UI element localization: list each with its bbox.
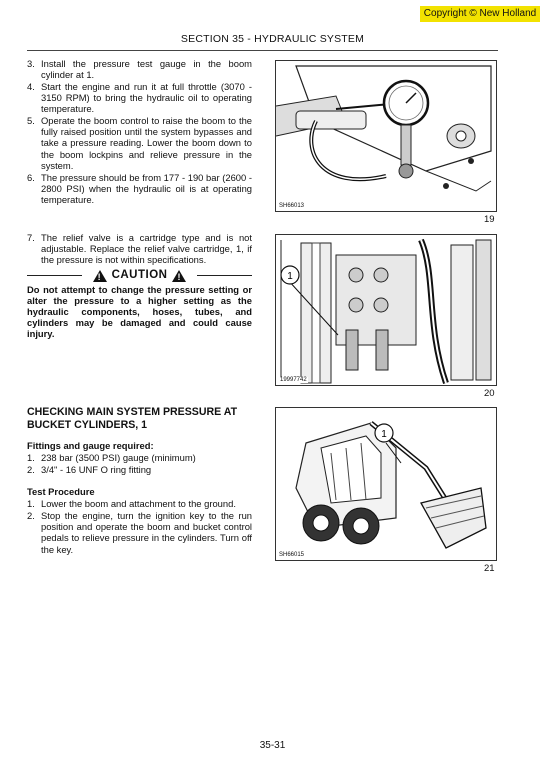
step-item: 7. The relief valve is a cartridge type and is not adjustable. Replace the relief valve cartridge, 1, if the pressure is not within specifications. <box>27 232 252 266</box>
procedure-item: 1. Lower the boom and attachment to the ground. <box>27 498 236 510</box>
steps-block-b <box>27 232 252 340</box>
step-item: 5. Operate the boom control to raise the boom to the fully raised position until the system bypasses and take a pressure reading. Lower the boom down to the boom lockpins and relieve pressure in the system. <box>27 115 252 171</box>
caution-heading <box>27 270 252 282</box>
figure-code: SH66015 <box>279 552 305 558</box>
figure-number: 20 <box>484 388 495 399</box>
caution-body: Do not attempt to change the pressure setting or alter the pressure to a higher setting as the hydraulic components, hoses, tubes, and cylinders may be damaged and could cause injury. <box>27 283 252 340</box>
section-title: CHECKING MAIN SYSTEM PRESSURE AT BUCKET CYLINDERS, 1 <box>27 406 238 431</box>
figure-19-gauge-photo <box>275 60 497 212</box>
figure-21-loader-drawing <box>275 407 497 561</box>
figure-code: 19997742 <box>280 377 307 383</box>
callout-label: 1 <box>381 429 387 440</box>
procedure-item: 2. Stop the engine, turn the ignition key to the run position and operate the boom and bucket control pedals to relieve pressure in the cylinders. Turn off the key. <box>27 510 252 555</box>
procedure-heading: Test Procedure <box>27 486 95 498</box>
fitting-item: 2. 3/4" - 16 UNF O ring fitting <box>27 463 152 475</box>
callout-label: 1 <box>287 271 293 282</box>
skid-steer-illustration <box>276 408 496 560</box>
fittings-heading: Fittings and gauge required: <box>27 440 154 451</box>
relief-valve-illustration <box>276 235 496 385</box>
page-number: 35-31 <box>259 740 286 751</box>
step-item: 6. The pressure should be from 177 - 190 bar (2600 - 2800 PSI) when the hydraulic oil is at operating temperature. <box>27 171 252 205</box>
fitting-item: 1. 238 bar (3500 PSI) gauge (minimum) <box>27 452 196 464</box>
figure-number: 19 <box>484 214 495 225</box>
header-rule <box>27 50 498 51</box>
section-header: SECTION 35 - HYDRAULIC SYSTEM <box>180 33 365 45</box>
step-item: 3. Install the pressure test gauge in the boom cylinder at 1. <box>27 58 252 81</box>
step-item: 4. Start the engine and run it at full throttle (3070 - 3150 RPM) to bring the hydraulic oil to operating temperature. <box>27 80 252 115</box>
copyright-banner: Copyright © New Holland <box>420 6 540 22</box>
warning-triangle-icon: ! <box>172 270 186 282</box>
section-block <box>27 406 252 555</box>
steps-block-a <box>27 58 252 206</box>
figure-number: 21 <box>484 563 495 574</box>
pressure-gauge-illustration <box>276 61 496 211</box>
figure-code: SH66013 <box>279 203 305 209</box>
figure-20-valve-photo <box>275 234 497 386</box>
warning-triangle-icon: ! <box>93 270 107 282</box>
caution-title: CAUTION <box>111 269 168 281</box>
